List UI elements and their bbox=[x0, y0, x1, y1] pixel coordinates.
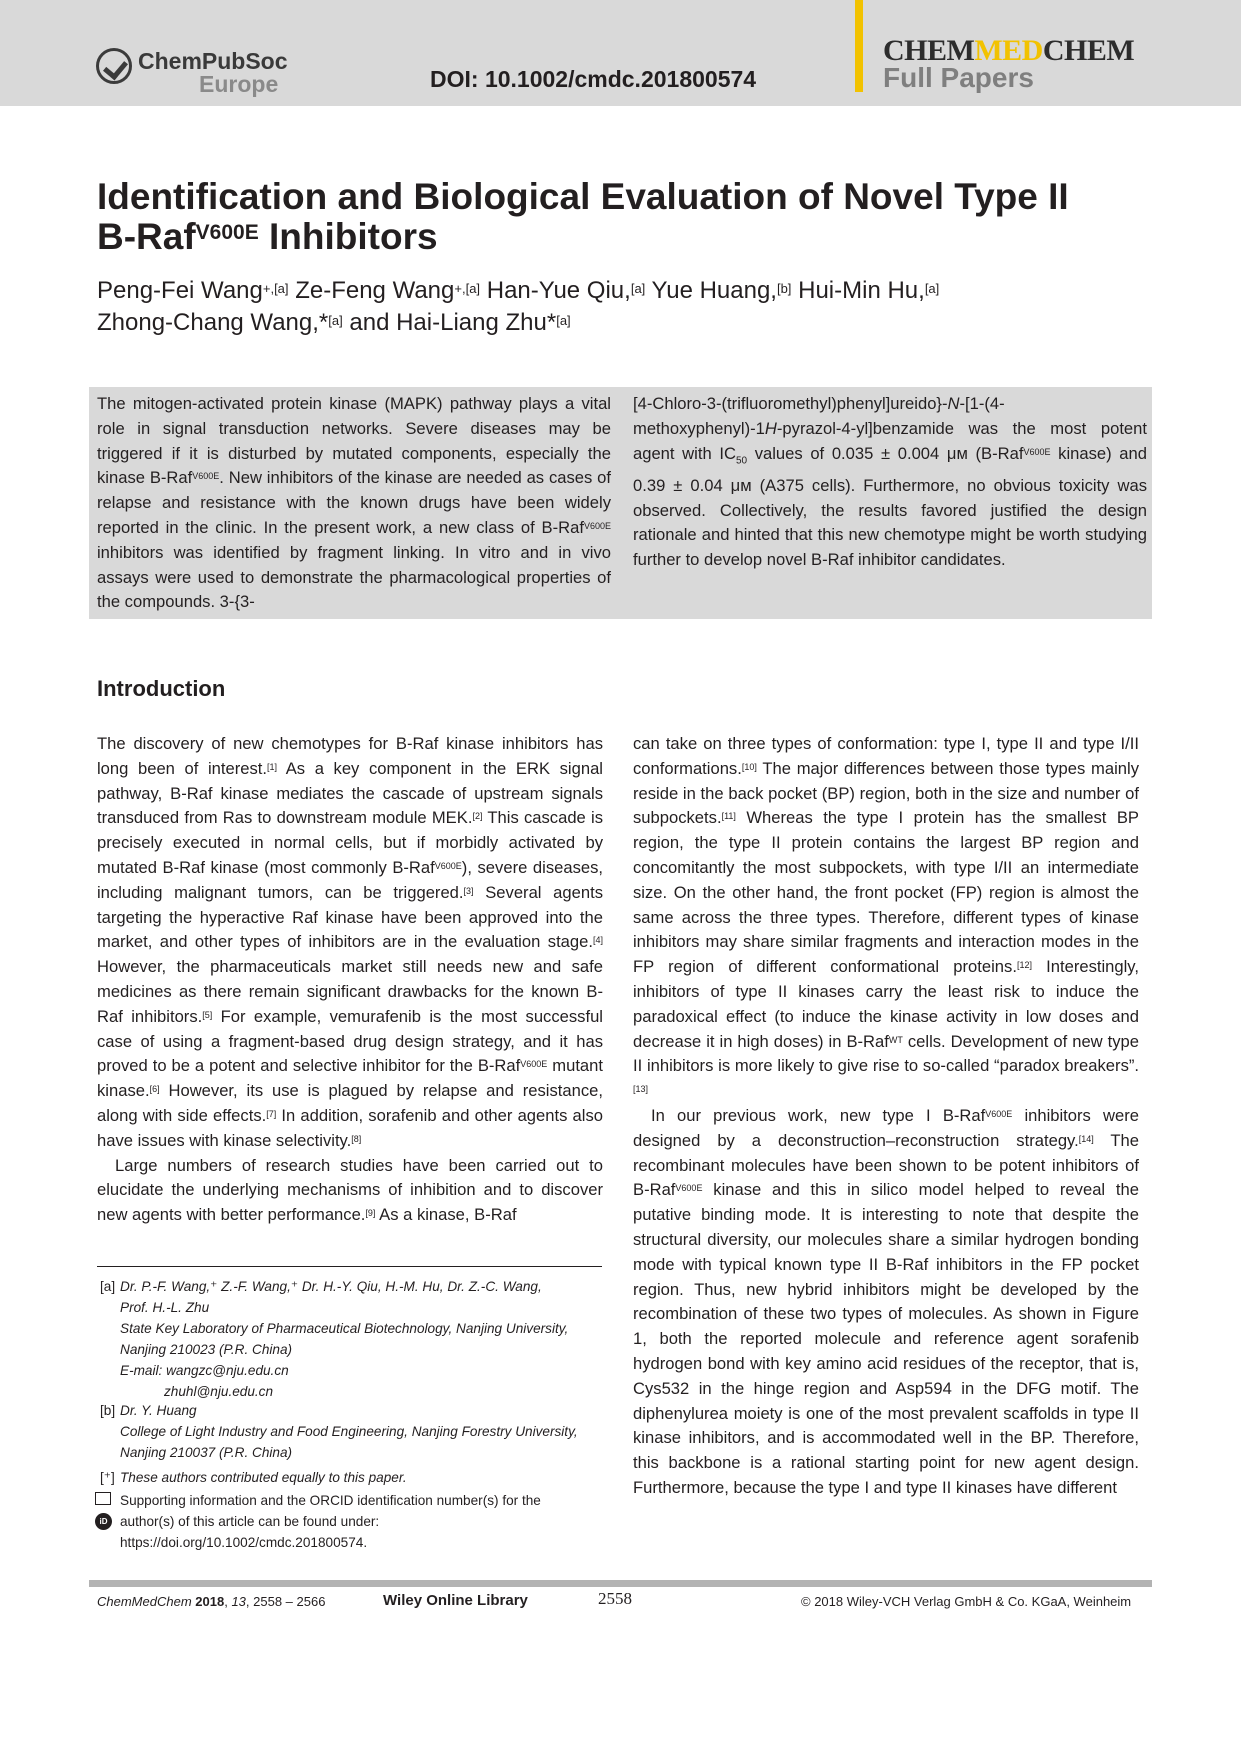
subscript: 50 bbox=[735, 454, 748, 466]
superscript: V600E bbox=[583, 520, 611, 531]
publisher-region: Europe bbox=[199, 71, 279, 97]
superscript: [3] bbox=[463, 885, 474, 896]
text-run: Large numbers of research studies have been carried out to elucidate the underlying mechanisms of inhibition and to discover new agents with better performance. bbox=[97, 1155, 603, 1225]
text-run: However, the pharmaceuticals market still needs new and safe medicines as there remain significant drawbacks for the known B-Raf inhibitors. bbox=[97, 957, 603, 1026]
text-run: ), severe diseases, including malignant tumors, can be triggered. bbox=[97, 857, 604, 902]
paragraph bbox=[97, 732, 603, 1154]
text-run: -[1-(4-methoxyphenyl)-1 bbox=[633, 394, 1005, 438]
paragraph bbox=[633, 732, 1139, 1104]
orcid-icon: iD bbox=[95, 1513, 112, 1530]
page-number: 2558 bbox=[598, 1589, 632, 1608]
superscript: [6] bbox=[149, 1084, 160, 1095]
author-name: Hui-Min Hu,[a] bbox=[798, 277, 940, 304]
text-run: In addition, sorafenib and other agents also have issues with kinase selectivity. bbox=[97, 1105, 603, 1150]
superscript: [10] bbox=[741, 761, 757, 772]
text-run: Whereas the type I protein has the smallest BP region, the type II protein contains the largest BP region and concomitantly the most subpockets, with type I/II an intermediate size. On the other hand, the front pocket (FP) region is almost the same across the three types. Therefore, different types of kinase inhibitors may share similar fragments and interaction modes in the FP region of different conformational proteins. bbox=[633, 808, 1139, 977]
superscript: [4] bbox=[592, 935, 603, 946]
author-name: Ze-Feng Wang$^{+,[a]}$ bbox=[295, 277, 481, 304]
superscript: V600E bbox=[675, 1183, 703, 1194]
text-run: This cascade is precisely executed in normal cells, but if morbidly activated by mutated B-Raf kinase (most commonly B-Raf bbox=[97, 808, 603, 877]
superscript: [13] bbox=[633, 1084, 649, 1095]
abstract-column-left bbox=[97, 392, 611, 615]
text-run: values of 0.035 ± 0.004 μм (B-Raf bbox=[747, 443, 1024, 463]
journal-accent-bar bbox=[855, 0, 863, 92]
text-run: cells. Development of new type II inhibitors is more likely to give rise to so-called “paradox breakers”. bbox=[633, 1031, 1139, 1076]
superscript: V600E bbox=[520, 1059, 548, 1070]
superscript: [11] bbox=[721, 811, 736, 822]
author-name: Yue Huang,[b] bbox=[651, 277, 792, 304]
section-label: Full Papers bbox=[883, 62, 1034, 93]
copyright: © 2018 Wiley-VCH Verlag GmbH & Co. KGaA, Weinheim bbox=[801, 1594, 1132, 1609]
superscript: [2] bbox=[472, 811, 483, 822]
text-run: As a kinase, B-Raf bbox=[375, 1205, 517, 1225]
supporting-info-icon bbox=[95, 1492, 111, 1505]
superscript: V600E bbox=[434, 860, 462, 871]
superscript: V600E bbox=[1023, 446, 1051, 457]
text-run: H bbox=[764, 418, 777, 438]
superscript: [8] bbox=[351, 1133, 362, 1144]
abstract-column-right bbox=[633, 392, 1147, 573]
text-run: kinase and this in silico model helped to reveal the putative binding mode. It is interesting to note that despite the structural diversity, our molecules share a similar hydrogen bonding mode with typical known type II B-Raf inhibitors in the FP pocket region. Thus, new hybrid inhibitors might be developed by the recombination of these two types of molecules. As shown in Figure 1, both the reported molecule and reference agent sorafenib hydrogen bond with key amino acid residues of the receptor, that is, Cys532 in the hinge region and Asp594 in the DFG motif. The diphenylurea moiety is one of the most prevalent scaffolds in type II kinase inhibitors, and is accommodated well in the BP. Therefore, this backbone is a rational starting point for new agent design. Furthermore, because the type I and type II kinases have different bbox=[633, 1180, 1139, 1497]
text-run: -pyrazol-4-yl]benzamide was the most potent agent with IC bbox=[633, 418, 1147, 463]
wiley-online-library-link[interactable]: Wiley Online Library bbox=[383, 1592, 528, 1609]
text-run: kinase) and 0.39 ± 0.04 μм (A375 cells). Furthermore, no obvious toxicity was observed. Collectively, the results favored justified the design rationale and hinted that this new chemotype might be worth studying further to develop novel B-Raf inhibitor candidates. bbox=[633, 443, 1147, 570]
journal-logo: CHEMMEDCHEM bbox=[883, 34, 1135, 67]
superscript: [1] bbox=[267, 761, 278, 772]
footer-citation: ChemMedChem 2018, 13, 2558 – 2566 bbox=[97, 1594, 326, 1609]
superscript: [5] bbox=[202, 1009, 213, 1020]
footnote-rule bbox=[97, 1266, 602, 1267]
paragraph bbox=[97, 1154, 603, 1228]
text-run: The recombinant molecules have been shown to be potent inhibitors of B-Raf bbox=[633, 1130, 1139, 1200]
text-run: inhibitors were designed by a deconstruction–reconstruction strategy. bbox=[633, 1105, 1139, 1150]
superscript: V600E bbox=[192, 471, 220, 482]
text-run: The discovery of new chemotypes for B-Raf kinase inhibitors has long been of interest. bbox=[97, 734, 603, 778]
text-run: [4-Chloro-3-(trifluoromethyl)phenyl]ureido}- bbox=[633, 394, 948, 413]
doi[interactable]: DOI: 10.1002/cmdc.201800574 bbox=[430, 66, 757, 92]
text-run: . New inhibitors of the kinase are needed as cases of relapse and resistance with the known drugs have been widely reported in the clinic. In the present work, a new class of B-Raf bbox=[97, 468, 611, 537]
text-run: can take on three types of conformation: type I, type II and type I/II conformations. bbox=[633, 734, 1139, 778]
superscript: [9] bbox=[365, 1208, 376, 1219]
intro-column-right bbox=[633, 732, 1139, 1501]
text-run: The major differences between those types mainly reside in the back pocket (BP) region, both in the size and number of subpockets. bbox=[633, 758, 1139, 828]
supporting-info-link[interactable]: https://doi.org/10.1002/cmdc.201800574. bbox=[120, 1535, 368, 1550]
affiliation-a: [a] Dr. P.-F. Wang,⁺ Z.-F. Wang,⁺ Dr. H.-Y. Qiu, H.-M. Hu, Dr. Z.-C. Wang, Prof. H.-L. Zhu State Key Laboratory of Pharmaceutical Biotechnology, Nanjing University, Nanjing 210023 (P.R. China) E-mail: wangzc@nju.edu.cn zhuhl@nju.edu.cn bbox=[100, 1279, 569, 1399]
affiliation-b: [b] Dr. Y. Huang College of Light Industry and Food Engineering, Nanjing Forestry University, Nanjing 210037 (P.R. China) bbox=[100, 1403, 578, 1460]
intro-column-left bbox=[97, 732, 603, 1228]
supporting-info-note: Supporting information and the ORCID identification number(s) for the author(s) of this article can be found under: https://doi.org/10.1002/cmdc.201800574. bbox=[120, 1490, 600, 1553]
text-run: For example, vemurafenib is the most successful case of using a fragment-based drug design strategy, and it has proved to be a potent and selective inhibitor for the B-Raf bbox=[97, 1006, 603, 1076]
publisher-name: ChemPubSoc bbox=[138, 48, 288, 74]
author-list bbox=[97, 275, 1157, 339]
text-run: inhibitors was identified by fragment linking. In vitro and in vivo assays were used to demonstrate the pharmacological properties of the compounds. 3-{3- bbox=[97, 542, 611, 612]
author-name: Zhong-Chang Wang,*[a] bbox=[97, 309, 343, 336]
text-run: Several agents targeting the hyperactive Raf kinase have been approved into the market, and other types of inhibitors are in the evaluation stage. bbox=[97, 882, 604, 952]
publisher-logo bbox=[96, 46, 286, 96]
superscript: [7] bbox=[266, 1108, 277, 1119]
section-heading: Introduction bbox=[97, 676, 226, 701]
text-run: In our previous work, new type I B-Raf bbox=[651, 1105, 986, 1125]
superscript: [14] bbox=[1078, 1133, 1094, 1144]
author-name: and Hai-Liang Zhu*[a] bbox=[349, 309, 571, 336]
superscript: [12] bbox=[1016, 960, 1032, 971]
text-run: As a key component in the ERK signal pathway, B-Raf kinase mediates the cascade of upstream signals transduced from Ras to downstream module MEK. bbox=[97, 758, 603, 828]
text-run: N bbox=[947, 394, 960, 413]
article-title: Identification and Biological Evaluation of Novel Type II B-Raf$^{V600E}$ Inhibitors bbox=[97, 176, 1069, 257]
equal-contribution-note: [⁺] These authors contributed equally to this paper. bbox=[100, 1470, 407, 1485]
superscript: V600E bbox=[985, 1108, 1013, 1119]
text-run: mutant kinase. bbox=[97, 1056, 603, 1101]
paragraph bbox=[633, 1104, 1139, 1501]
chempubsoc-logo-icon bbox=[96, 48, 132, 84]
author-name: Han-Yue Qiu,[a] bbox=[486, 277, 646, 304]
footer-rule bbox=[89, 1580, 1152, 1587]
superscript: WT bbox=[888, 1034, 903, 1045]
text-run: Interestingly, inhibitors of type II kinases carry the least risk to induce the paradoxical effect (to induce the kinase activity in low doses and decrease it in high doses) in B-Raf bbox=[633, 957, 1139, 1051]
text-run: The mitogen-activated protein kinase (MAPK) pathway plays a vital role in signal transduction networks. Severe diseases may be triggered if it is disturbed by mutated components, especially the kinase B-Raf bbox=[97, 394, 611, 488]
author-name: Peng-Fei Wang$^{+,[a]}$ bbox=[97, 277, 289, 304]
text-run: However, its use is plagued by relapse and resistance, along with side effects. bbox=[97, 1081, 603, 1125]
